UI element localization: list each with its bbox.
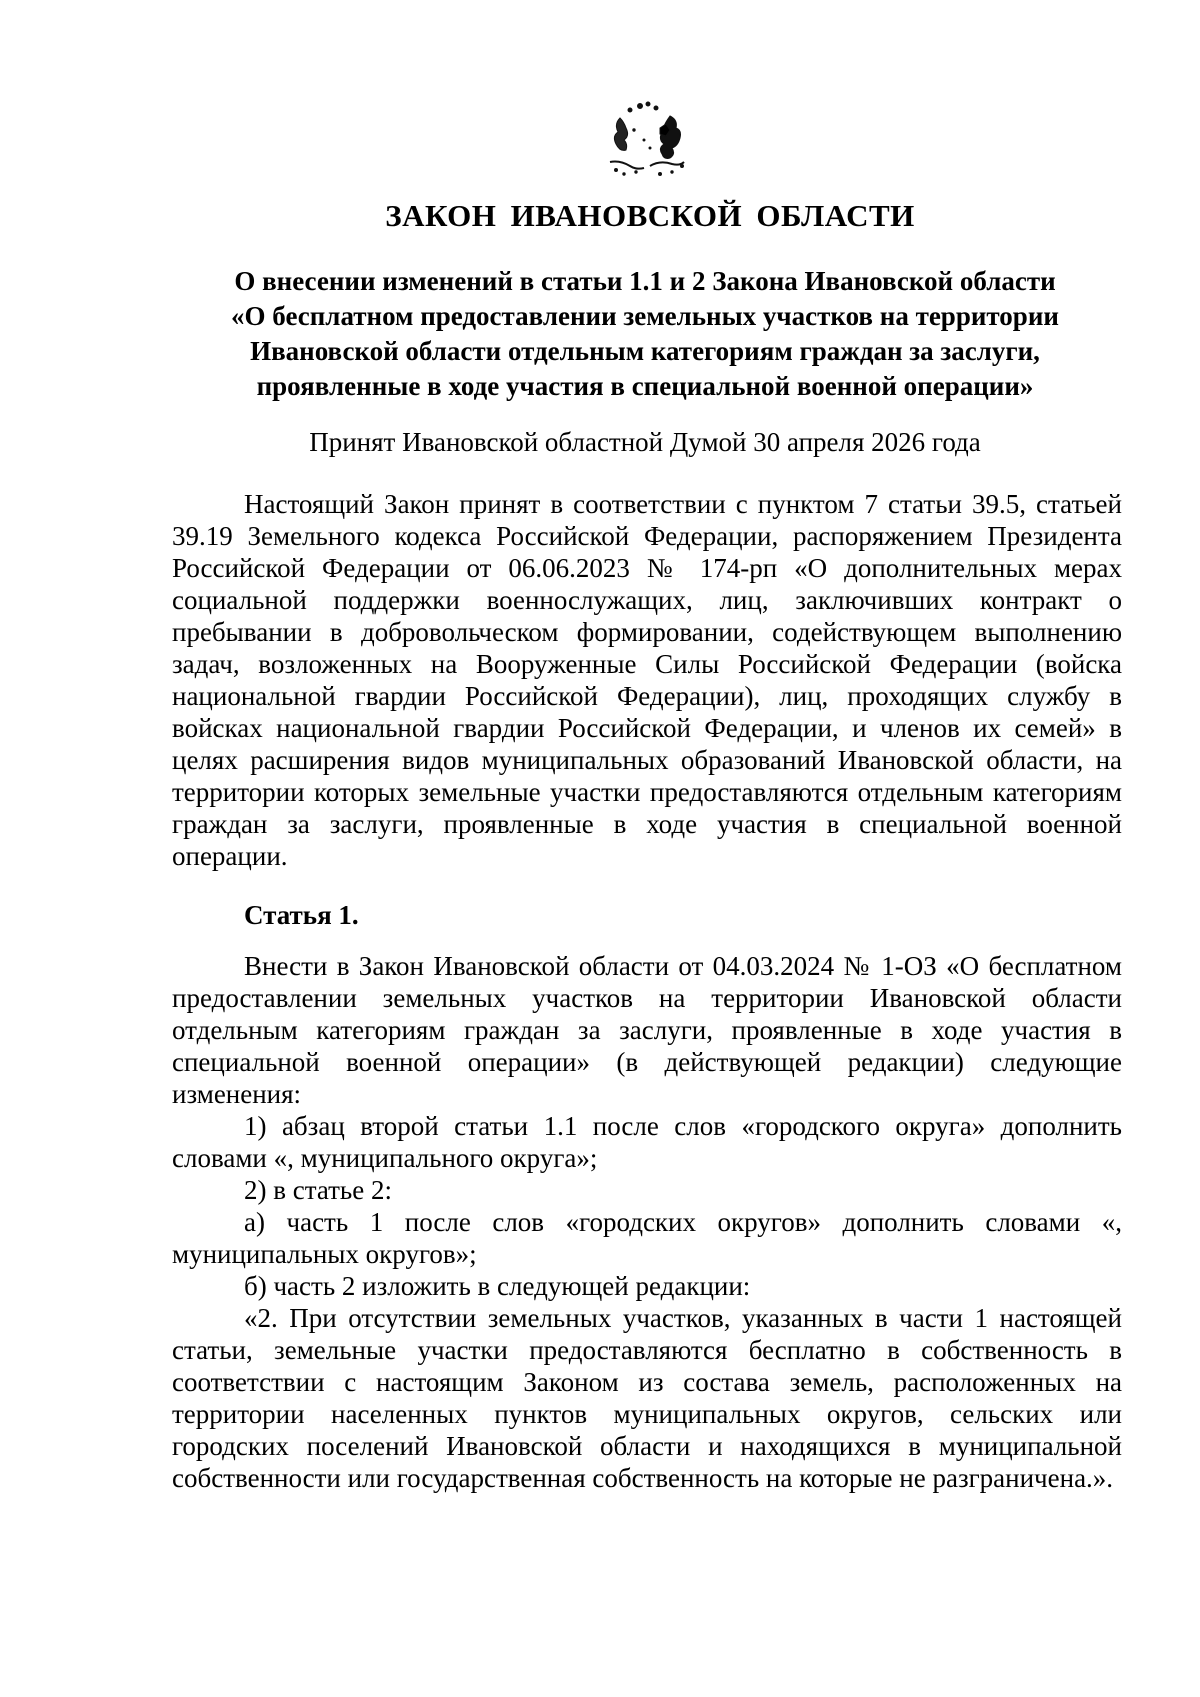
article-paragraph: 1) абзац второй статьи 1.1 после слов «городского округа» дополнить словами «, муниципального округа»; (172, 1111, 1122, 1173)
article-paragraph: 2) в статье 2: (244, 1175, 392, 1205)
subtitle-line: «О бесплатном предоставлении земельных участков на территории (231, 301, 1059, 331)
subtitle-line: О внесении изменений в статьи 1.1 и 2 Закона Ивановской области (234, 266, 1056, 296)
subtitle-line: проявленные в ходе участия в специальной военной операции» (256, 371, 1034, 401)
coat-of-arms-icon (600, 100, 690, 184)
article-paragraph: Внести в Закон Ивановской области от 04.03.2024 № 1-ОЗ «О бесплатном предоставлении земельных участков на территории Ивановской области отдельным категориям граждан за заслуги, проявленные в ходе участия в специальной военной операции» (в действующей редакции) следующие изменения: (172, 951, 1122, 1109)
adoption-statement: Принят Ивановской областной Думой 30 апреля 2026 года (309, 427, 981, 457)
law-title: ЗАКОН ИВАНОВСКОЙ ОБЛАСТИ (385, 198, 915, 233)
article-paragraph: б) часть 2 изложить в следующей редакции: (244, 1271, 751, 1301)
article-paragraph: а) часть 1 после слов «городских округов» дополнить словами «, муниципальных округов»; (172, 1207, 1122, 1269)
preamble-paragraph: Настоящий Закон принят в соответствии с пунктом 7 статьи 39.5, статьей 39.19 Земельного кодекса Российской Федерации, распоряжением Президента Российской Федерации от 06.06.2023 № 174-рп «О дополнительных мерах социальной поддержки военнослужащих, лиц, заключивших контракт о пребывании в добровольческом формировании, содействующем выполнению задач, возложенных на Вооруженные Силы Российской Федерации (войска национальной гвардии Российской Федерации), лиц, проходящих службу в войсках национальной гвардии Российской Федерации, и членов их семей» в целях расширения видов муниципальных образований Ивановской области, на территории которых земельные участки предоставляются отдельным категориям граждан за заслуги, проявленные в ходе участия в специальной военной операции. (172, 489, 1122, 871)
article-paragraph: «2. При отсутствии земельных участков, указанных в части 1 настоящей статьи, земельные участки предоставляются бесплатно в собственность в соответствии с настоящим Законом из состава земель, расположенных на территории населенных пунктов муниципальных округов, сельских или городских поселений Ивановской области и находящихся в муниципальной собственности или государственная собственность на которые не разграничена.». (172, 1303, 1122, 1493)
law-subtitle (170, 264, 1120, 404)
subtitle-line: Ивановской области отдельным категориям граждан за заслуги, (250, 336, 1040, 366)
article-1-heading: Статья 1. (244, 900, 359, 930)
article-1-body (172, 950, 1122, 1494)
